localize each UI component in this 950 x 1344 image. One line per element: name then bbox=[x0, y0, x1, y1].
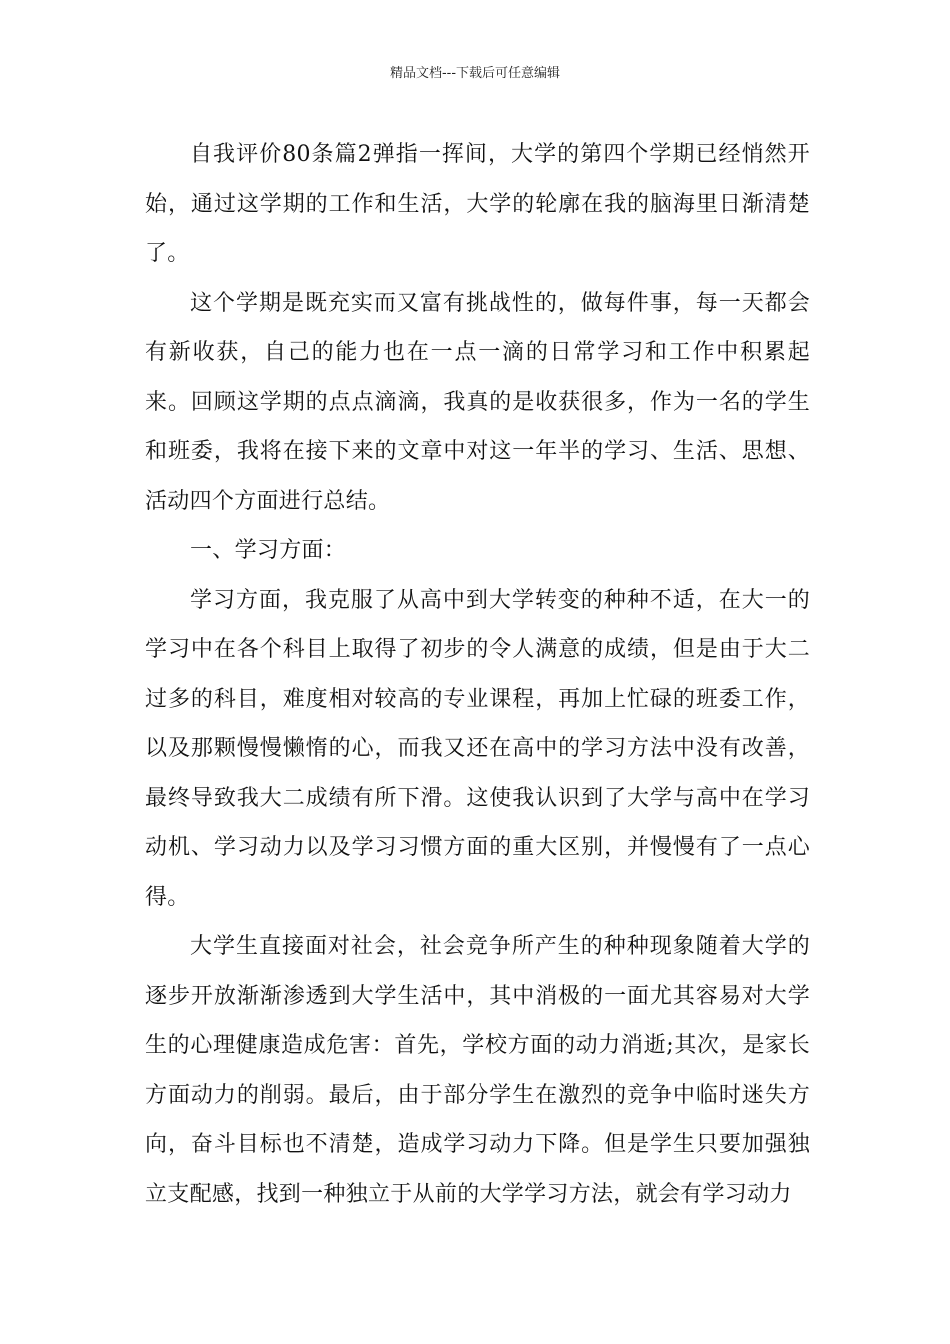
paragraph: 大学生直接面对社会，社会竞争所产生的种种现象随着大学的逐步开放渐渐渗透到大学生活中，其中消极的一面尤其容易对大学生的心理健康造成危害：首先，学校方面的动力消逝;其次，是家长方面动力的削弱。最后，由于部分学生在激烈的竞争中临时迷失方向，奋斗目标也不清楚，造成学习动力下降。但是学生只要加强独立支配感，找到一种独立于从前的大学学习方法，就会有学习动力 bbox=[145, 934, 810, 1207]
paragraph: 这个学期是既充实而又富有挑战性的，做每件事，每一天都会有新收获，自己的能力也在一点一滴的日常学习和工作中积累起来。回顾这学期的点点滴滴，我真的是收获很多，作为一名的学生和班委，我将在接下来的文章中对这一年半的学习、生活、思想、活动四个方面进行总结。 bbox=[145, 290, 810, 514]
paragraph: 学习方面，我克服了从高中到大学转变的种种不适，在大一的学习中在各个科目上取得了初步的令人满意的成绩，但是由于大二过多的科目，难度相对较高的专业课程，再加上忙碌的班委工作，以及那颗慢慢懒惰的心，而我又还在高中的学习方法中没有改善，最终导致我大二成绩有所下滑。这使我认识到了大学与高中在学习动机、学习动力以及学习习惯方面的重大区别，并慢慢有了一点心得。 bbox=[145, 587, 810, 910]
paragraph: 自我评价80条篇2弹指一挥间，大学的第四个学期已经悄然开始，通过这学期的工作和生活，大学的轮廓在我的脑海里日渐清楚了。 bbox=[145, 142, 810, 266]
section-heading: 一、学习方面： bbox=[190, 538, 347, 563]
page-header: 精品文档---下载后可任意编辑 bbox=[389, 66, 561, 81]
document-body bbox=[145, 130, 810, 1219]
